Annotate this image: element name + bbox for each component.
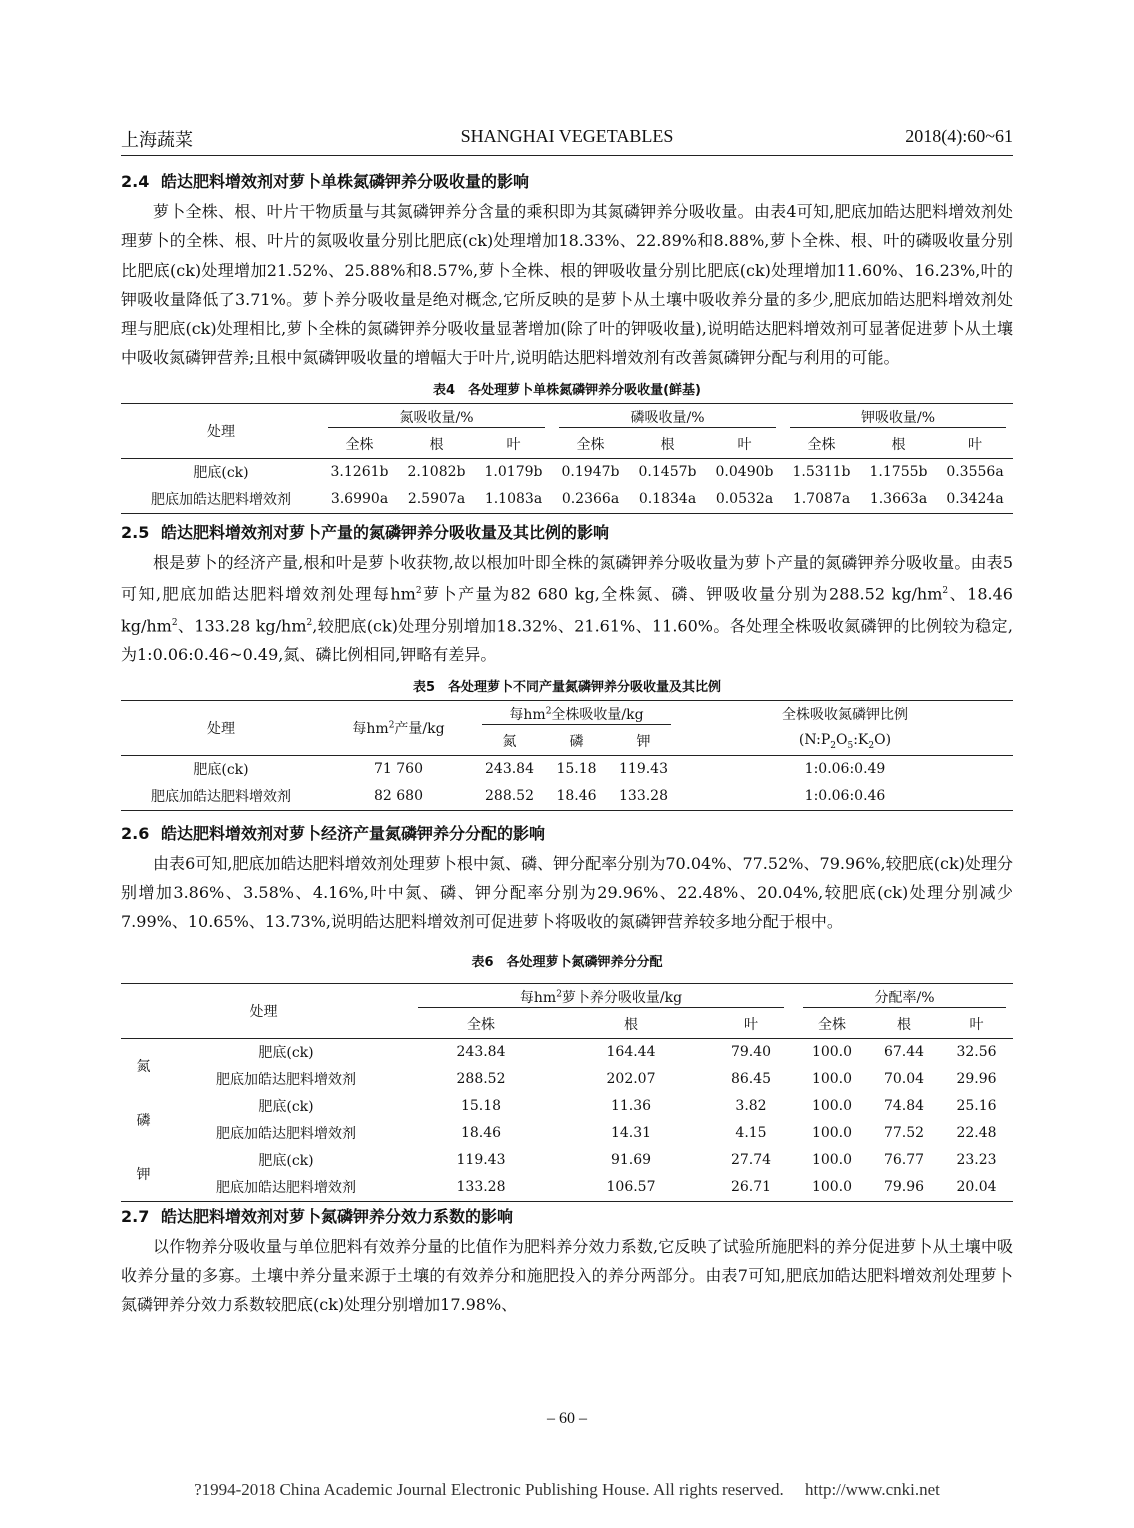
table5-caption: 表5 各处理萝卜不同产量氮磷钾养分吸收量及其比例	[412, 679, 722, 695]
issue-pages: 2018(4):60~61	[905, 126, 1013, 146]
paragraph-2-4: 萝卜全株、根、叶片干物质量与其氮磷钾养分含量的乘积即为其氮磷钾养分吸收量。由表4可知,肥底加皓达肥料增效剂处理萝卜的全株、根、叶片的氮吸收量分别比肥底(ck)处理增加18.33%、22.89%和8.88%,萝卜全株、根、叶的磷吸收量分别比肥底(ck)处理增加21.52%、25.88%和8.57%,萝卜全株、根的钾吸收量分别比肥底(ck)处理增加11.60%、16.23%,叶的钾吸收量降低了3.71%。萝卜养分吸收量是绝对概念,它所反映的是萝卜从土壤中吸收养分量的多少,肥底加皓达肥料增效剂处理与肥底(ck)处理相比,萝卜全株的氮磷钾养分吸收量显著增加(除了叶的钾吸收量),说明皓达肥料增效剂可显著促进萝卜从土壤中吸收氮磷钾营养;且根中氮磷钾吸收量的增幅大于叶片,说明皓达肥料增效剂有改善氮磷钾分配与利用的可能。	[121, 202, 1013, 368]
table-row: 肥底加皓达肥料增效剂 18.46 14.31 4.15 100.0 77.52 22.48	[216, 1125, 997, 1143]
section-heading-2-7: 2.7 皓达肥料增效剂对萝卜氮磷钾养分效力系数的影响	[121, 1206, 514, 1226]
table6: 处理 每$hm^2$萝卜养分吸收量/kg 分配率/% 全株 根 叶 全株 根 叶 氮 肥底(ck) 243.84 164.44 79.40 100.0 67.44 32.56 肥底加皓达肥料增效剂 288.52 202.07 86.45 100.0 70.04 29.96 磷 肥底(ck) 15.18 11.36 3.82 100.0 74.84 25.16 肥底加皓达肥料增效剂 18.46 14.31 4.15 100.0 77.52 22.48 钾 肥底(ck) 119.43 91.69 27.74 100.0 76.77 23.23 肥底加皓达肥料增效剂 133.28 106.57 26.71 100.0 79.96 20.04	[121, 983, 1013, 1202]
t5-header-yield: 每$hm^2$产量/kg	[321, 700, 476, 755]
t4-sub: 全株	[321, 431, 398, 459]
t6-nutrient: 磷	[136, 1112, 151, 1129]
t4-header-k: 钾吸收量/%	[790, 407, 1006, 428]
t4-sub: 叶	[475, 431, 552, 459]
t5-header-ratio: 全株吸收氮磷钾比例	[677, 700, 1013, 728]
t5-header-uptake: 每$hm^2$全株吸收量/kg	[482, 704, 671, 725]
header-rule	[121, 155, 1013, 156]
page-number: – 60 –	[547, 1410, 587, 1427]
table-row: 肥底加皓达肥料增效剂 288.52 202.07 86.45 100.0 70.04 29.96	[216, 1071, 997, 1089]
running-header	[121, 126, 1013, 152]
t4-sub: 叶	[937, 431, 1013, 459]
table4	[121, 403, 1013, 514]
table-row: 磷 肥底(ck) 15.18 11.36 3.82 100.0 74.84 25.16	[121, 1093, 1013, 1120]
journal-name-en: SHANGHAI VEGETABLES	[460, 126, 674, 146]
copyright-notice: ?1994-2018 China Academic Journal Electronic Publishing House. All rights reserved. http://www.cnki.net	[194, 1480, 940, 1499]
t4-header-p: 磷吸收量/%	[559, 407, 776, 428]
t4-sub: 全株	[783, 431, 860, 459]
t6-header-allocation: 分配率/%	[803, 987, 1007, 1008]
table-row: 肥底加皓达肥料增效剂 133.28 106.57 26.71 100.0 79.96 20.04	[121, 1174, 1013, 1202]
t4-header-n: 氮吸收量/%	[328, 407, 545, 428]
paragraph-2-5: 根是萝卜的经济产量,根和叶是萝卜收获物,故以根加叶即全株的氮磷钾养分吸收量为萝卜产量的氮磷钾养分吸收量。由表5可知,肥底加皓达肥料增效剂处理每$hm^2$萝卜产量为82 680 kg,全株氮、磷、钾吸收量分别为288.52 $kg/hm^2$、18.46 $kg/hm^2$、133.28 $kg/hm^2$,较肥底(ck)处理分别增加18.32%、21.61%、11.60%。各处理全株吸收氮磷钾的比例较为稳定,为1:0.06:0.46~0.49,氮、磷比例相同,钾略有差异。	[121, 552, 1013, 665]
t4-header-treatment: 处理	[121, 403, 321, 458]
paragraph-2-7: 以作物养分吸收量与单位肥料有效养分量的比值作为肥料养分效力系数,它反映了试验所施肥料的养分促进萝卜从土壤中吸收养分量的多寡。土壤中养分量来源于土壤的有效养分和施肥投入的养分两部分。由表7可知,肥底加皓达肥料增效剂处理萝卜氮磷钾养分效力系数较肥底(ck)处理分别增加17.98%、	[121, 1236, 1013, 1315]
table-row: 肥底加皓达肥料增效剂 82 680 288.52 18.46 133.28 1:0.06:0.46	[121, 783, 1013, 811]
t4-sub: 根	[860, 431, 937, 459]
table4-caption: 表4 各处理萝卜单株氮磷钾养分吸收量(鲜基)	[433, 382, 701, 398]
t4-sub: 全株	[552, 431, 629, 459]
table-row: 钾 肥底(ck) 119.43 91.69 27.74 100.0 76.77 23.23	[121, 1147, 1013, 1174]
section-heading-2-5: 2.5 皓达肥料增效剂对萝卜产量的氮磷钾养分吸收量及其比例的影响	[121, 522, 610, 542]
t6-header-treatment: 处理	[121, 983, 406, 1038]
table-row: 肥底(ck) 3.1261b 2.1082b 1.0179b 0.1947b 0.1457b 0.0490b 1.5311b 1.1755b 0.3556a	[193, 464, 1004, 482]
t4-sub: 叶	[706, 431, 783, 459]
t6-nutrient: 钾	[121, 1147, 166, 1202]
paragraph-2-6: 由表6可知,肥底加皓达肥料增效剂处理萝卜根中氮、磷、钾分配率分别为70.04%、77.52%、79.96%,较肥底(ck)处理分别增加3.86%、3.58%、4.16%,叶中氮、磷、钾分配率分别为29.96%、22.48%、20.04%,较肥底(ck)处理分别减少7.99%、10.65%、13.73%,说明皓达肥料增效剂可促进萝卜将吸收的氮磷钾营养较多地分配于根中。	[121, 853, 1013, 932]
t6-nutrient: 氮	[136, 1058, 151, 1075]
article-body	[121, 167, 1013, 1319]
section-heading-2-6: 2.6 皓达肥料增效剂对萝卜经济产量氮磷钾养分分配的影响	[121, 823, 546, 843]
t6-header-uptake: 每$hm^2$萝卜养分吸收量/kg	[418, 987, 785, 1008]
table-row: 氮 肥底(ck) 243.84 164.44 79.40 100.0 67.44 32.56	[121, 1038, 1013, 1066]
t5-header-treatment: 处理	[121, 700, 321, 755]
section-heading-2-4: 2.4 皓达肥料增效剂对萝卜单株氮磷钾养分吸收量的影响	[121, 172, 530, 191]
t5-header-ratio-formula: $(N:P_2O_5:K_2O)$	[677, 728, 1013, 756]
t4-sub: 根	[629, 431, 706, 459]
t4-sub: 根	[398, 431, 475, 459]
table5: 处理 每$hm^2$产量/kg 每$hm^2$全株吸收量/kg 全株吸收氮磷钾比例 氮 磷 钾 $(N:P_2O_5:K_2O)$ 肥底(ck) 71 760 243.84 15.18 119.43 1:0.06:0.49 肥底加皓达肥料增效剂 82 680 288.52 18.46 133.28 1:0.06:0.46	[121, 700, 1013, 811]
journal-name-cn: 上海蔬菜	[121, 130, 193, 151]
table-row: 肥底(ck) 71 760 243.84 15.18 119.43 1:0.06:0.49	[193, 761, 886, 779]
table-row: 肥底加皓达肥料增效剂 3.6990a 2.5907a 1.1083a 0.2366a 0.1834a 0.0532a 1.7087a 1.3663a 0.3424a	[121, 486, 1013, 514]
table6-caption: 表6 各处理萝卜氮磷钾养分分配	[471, 954, 663, 970]
